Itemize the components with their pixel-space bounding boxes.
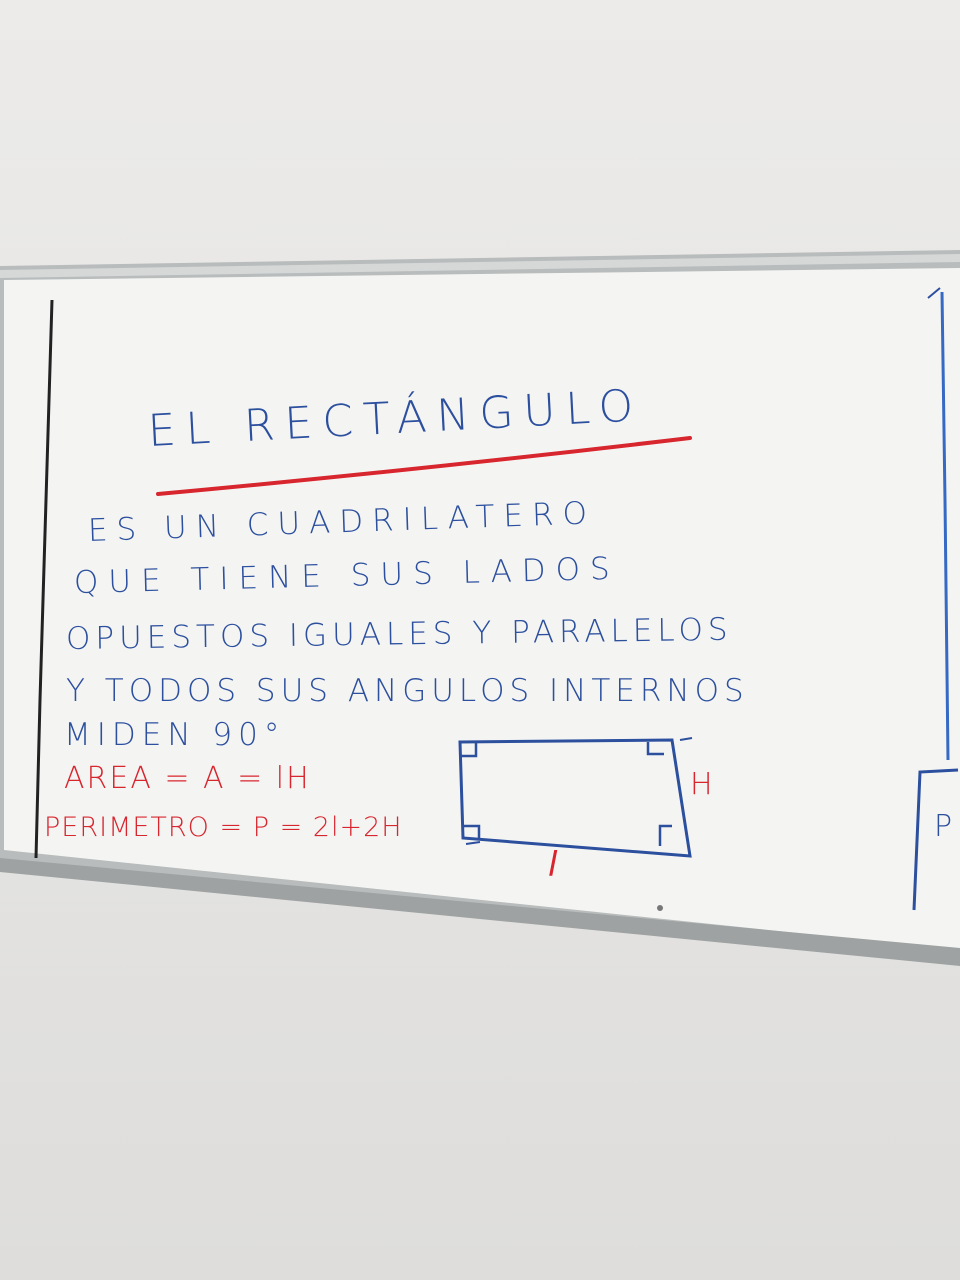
diagram-base-label: l [548, 845, 564, 885]
diagram-height-label: H [690, 767, 719, 802]
whiteboard-title: EL RECTÁNGULO [146, 380, 645, 457]
definition-line-1: ES UN CUADRILATERO [87, 495, 597, 549]
partial-edge-text: P [934, 809, 959, 844]
definition-line-4: Y TODOS SUS ANGULOS INTERNOS [66, 673, 749, 709]
area-formula: AREA = A = lH [64, 761, 311, 796]
definition-line-3: OPUESTOS IGUALES Y PARALELOS [65, 611, 733, 657]
wall-mark [657, 905, 663, 911]
whiteboard-surface [4, 268, 960, 950]
definition-line-5: MIDEN 90° [64, 717, 286, 753]
perimeter-formula: PERIMETRO = P = 2l+2H [44, 812, 403, 843]
definition-line-2: QUE TIENE SUS LADOS [73, 550, 621, 601]
